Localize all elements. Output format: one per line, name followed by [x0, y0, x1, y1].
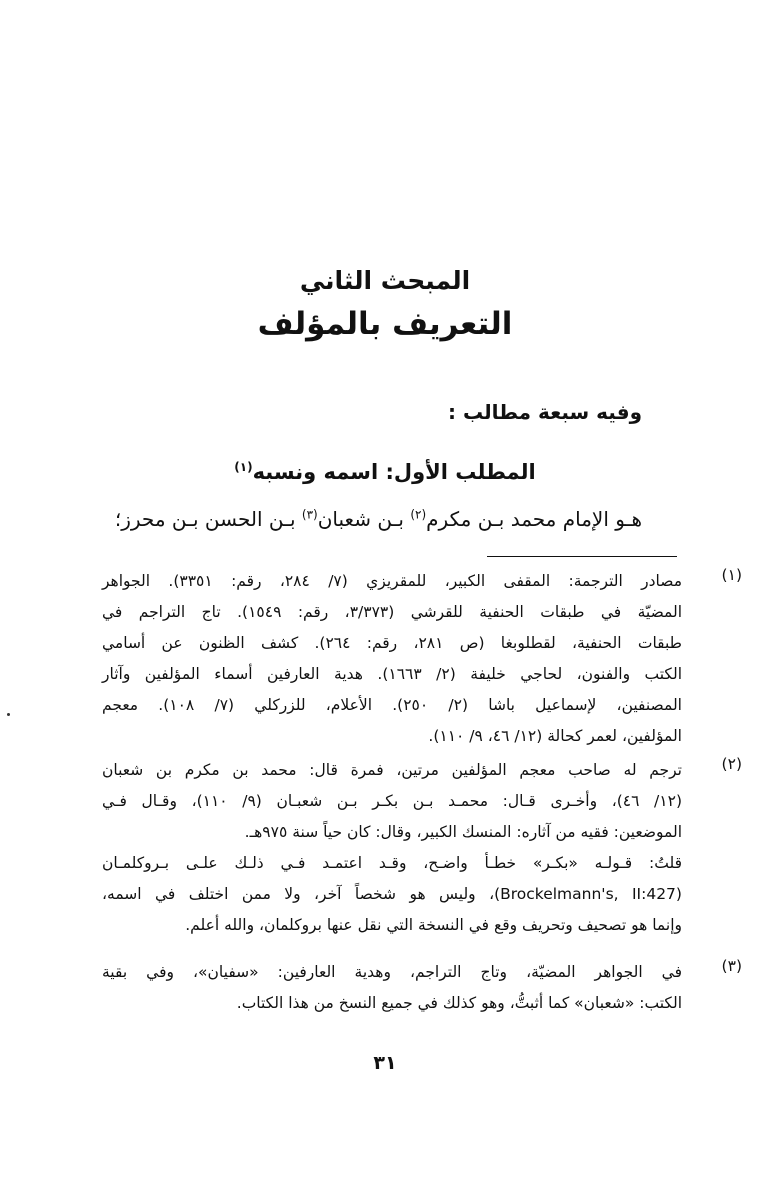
chapter-title: التعريف بالمؤلف — [257, 306, 513, 342]
footnote-line: المصنفين، لإسماعيل باشا (٢/ ٢٥٠). الأعلام، للزركلي (٧/ ١٠٨). معجم — [102, 696, 682, 714]
footnote-ref-1: (١) — [234, 460, 253, 474]
chapter-heading: المبحث الثاني — [299, 266, 471, 295]
footnote-number: (٢) — [721, 755, 742, 773]
page-number: ٣١ — [373, 1052, 397, 1074]
footnote-separator — [487, 556, 677, 557]
section-title — [0, 460, 770, 484]
footnote-line: الكتب: «شعبان» كما أثبتُّ، وهو كذلك في جميع النسخ من هذا الكتاب. — [236, 994, 682, 1012]
main-text-part-3: بـن الحسن بـن محرز؛ — [114, 507, 302, 531]
footnote-number: (٣) — [721, 957, 742, 975]
footnote-line: (Brockelmann's, II:427)، وليس هو شخصاً آخر، ولا ممن اختلف في اسمه، — [102, 885, 682, 903]
footnote-ref-2: (٢) — [410, 507, 427, 522]
main-text-part-2: بـن شعبان — [317, 507, 411, 531]
footnote-line: طبقات الحنفية، لقطلوبغا (ص ٢٨١، رقم: ٢٦٤). كشف الظنون عن أسامي — [102, 634, 683, 652]
footnote-line: في الجواهر المضيّة، وتاج التراجم، وهدية العارفين: «سفيان»، وفي بقية — [102, 963, 682, 981]
footnote-line: مصادر الترجمة: المقفى الكبير، للمقريزي (٧/ ٢٨٤، رقم: ٣٣٥١). الجواهر — [102, 572, 683, 590]
footnote-number: (١) — [721, 566, 742, 584]
footnote-line: المؤلفين، لعمر كحالة (١٢/ ٤٦، ٩/ ١١٠). — [428, 727, 682, 745]
footnote-3 — [102, 957, 742, 1019]
intro-text: وفيه سبعة مطالب : — [447, 400, 642, 424]
footnote-line: وإنما هو تصحيف وتحريف وقع في النسخة التي نقل عنها بروكلمان، والله أعلم. — [185, 916, 682, 934]
margin-dot — [7, 713, 10, 716]
section-title-text: المطلب الأول: اسمه ونسبه — [252, 460, 536, 484]
footnote-line: ترجم له صاحب معجم المؤلفين مرتين، فمرة قال: محمد بن مكرم بن شعبان — [102, 761, 682, 779]
footnote-ref-3: (٣) — [301, 507, 318, 522]
main-text-part-1: هـو الإمام محمد بـن مكرم — [426, 507, 642, 531]
footnote-line: قلتُ: قـولـه «بكـر» خطـأ واضـح، وقـد اعتمـد فـي ذلـك علـى بـروكلمـان — [102, 854, 682, 872]
footnote-line: (١٢/ ٤٦)، وأخـرى قـال: محمـد بـن بكـر بـن شعبـان (٩/ ١١٠)، وقـال فـي — [102, 792, 682, 810]
footnote-line: الموضعين: فقيه من آثاره: المنسك الكبير، وقال: كان حياً سنة ٩٧٥هـ. — [244, 823, 682, 841]
footnote-line: المضيّة في طبقات الحنفية للقرشي (٣/٣٧٣، رقم: ١٥٤٩). تاج التراجم في — [102, 603, 683, 621]
main-paragraph — [115, 507, 642, 531]
footnote-line: الكتب والفنون، لحاجي خليفة (٢/ ١٦٦٣). هدية العارفين أسماء المؤلفين وآثار — [102, 665, 682, 683]
footnote-2 — [102, 755, 742, 941]
footnote-1 — [102, 566, 742, 752]
